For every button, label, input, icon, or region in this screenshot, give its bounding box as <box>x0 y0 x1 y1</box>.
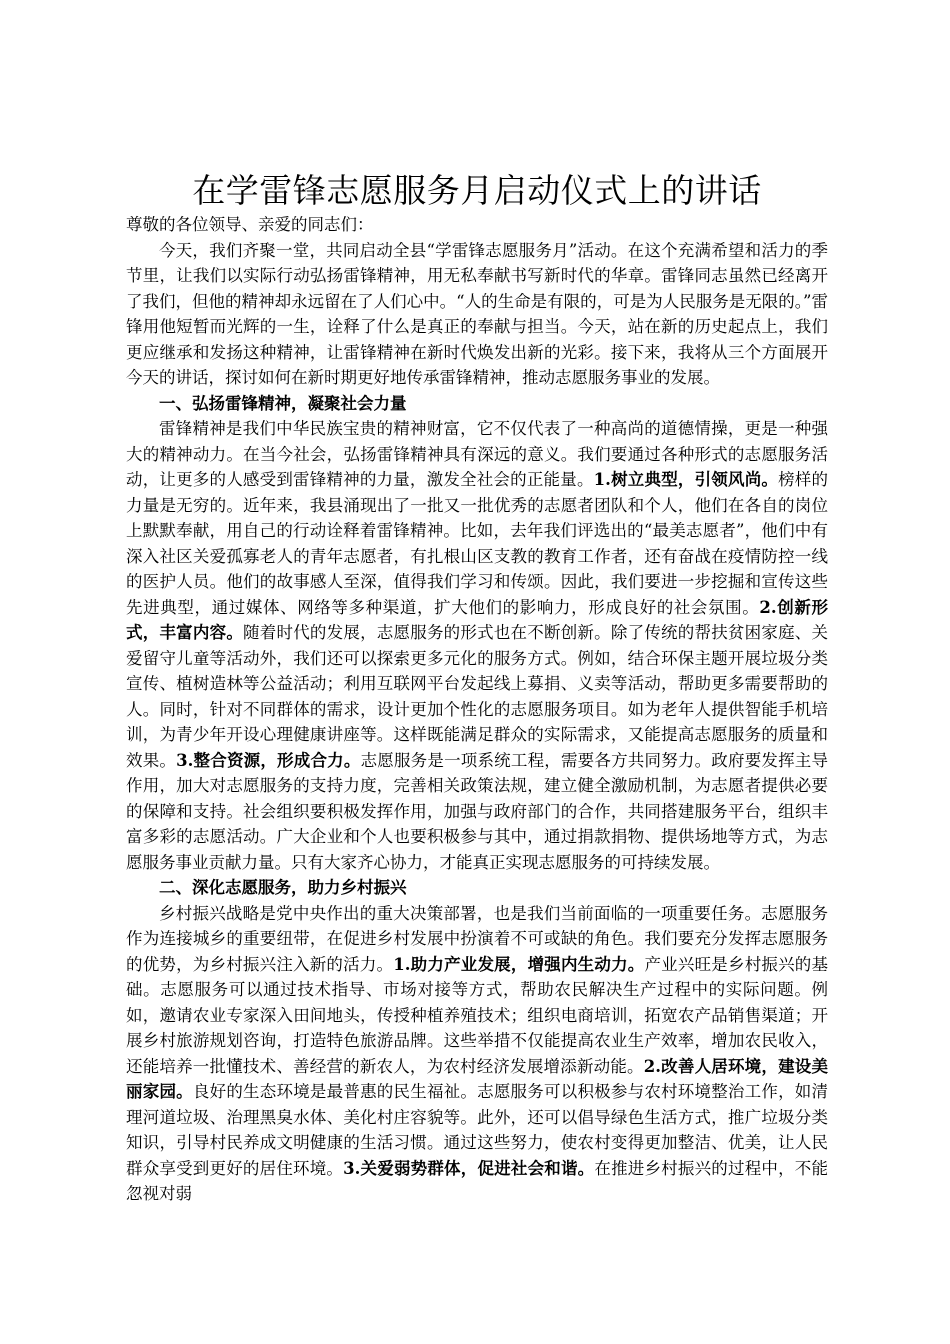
section-1-heading: 一、弘扬雷锋精神，凝聚社会力量 <box>159 393 407 413</box>
section-2-point-1: 1.助力产业发展，增强内生动力。 <box>393 954 645 974</box>
section-2-text-c: 良好的生态环境是最普惠的民生福祉。志愿服务可以积极参与农村环境整治工作，如清理河道垃圾、治理黑臭水体、美化村庄容貌等。此外，还可以倡导绿色生活方式，推广垃圾分类知识，引导村民养成文明健康的生活习惯。通过这些努力，使农村变得更加整洁、优美，让人民群众享受到更好的居住环境。 <box>126 1082 829 1178</box>
section-2-text-b: 产业兴旺是乡村振兴的基础。志愿服务可以通过技术指导、市场对接等方式，帮助农民解决生产过程中的实际问题。例如，邀请农业专家深入田间地头，传授种植养殖技术；组织电商培训，拓宽农产品销售渠道；开展乡村旅游规划咨询，打造特色旅游品牌。这些举措不仅能提高农业生产效率，增加农民收入，还能培养一批懂技术、善经营的新农人，为农村经济发展增添新动能。 <box>126 954 829 1076</box>
document-title: 在学雷锋志愿服务月启动仪式上的讲话 <box>192 171 762 210</box>
section-2-point-2: 2.改善人居环境，建设美丽家园。 <box>126 1056 828 1101</box>
section-2-text-d: 在推进乡村振兴的过程中，不能忽视对弱 <box>126 1158 828 1203</box>
section-1-point-1: 1.树立典型，引领风尚。 <box>593 470 779 489</box>
section-2-point-3: 3.关爱弱势群体，促进社会和谐。 <box>343 1158 595 1178</box>
section-2-text-a: 乡村振兴战略是党中央作出的重大决策部署，也是我们当前面临的一项重要任务。志愿服务作为连接城乡的重要纽带，在促进乡村发展中扮演着不可或缺的角色。我们要充分发挥志愿服务的优势，为乡村振兴注入新的活力。 <box>126 903 828 974</box>
section-1-point-2: 2.创新形式，丰富内容。 <box>126 597 829 642</box>
section-1-paragraph <box>126 416 828 875</box>
salutation: 尊敬的各位领导、亲爱的同志们： <box>126 215 374 234</box>
section-2-paragraph <box>126 901 828 1207</box>
section-1-text-a: 雷锋精神是我们中华民族宝贵的精神财富，它不仅代表了一种高尚的道德情操，更是一种强大的精神动力。在当今社会，弘扬雷锋精神具有深远的意义。我们要通过各种形式的志愿服务活动，让更多的人感受到雷锋精神的力量，激发全社会的正能量。 <box>126 419 828 489</box>
section-2-heading: 二、深化志愿服务，助力乡村振兴 <box>159 878 407 897</box>
section-1-text-d: 志愿服务是一项系统工程，需要各方共同努力。政府要发挥主导作用，加大对志愿服务的支持力度，完善相关政策法规，建立健全激励机制，为志愿者提供必要的保障和支持。社会组织要积极发挥作用，加强与政府部门的合作，共同搭建服务平台，组织丰富多彩的志愿活动。广大企业和个人也要积极参与其中，通过捐款捐物、提供场地等方式，为志愿服务事业贡献力量。只有大家齐心协力，才能真正实现志愿服务的可持续发展。 <box>126 750 829 872</box>
intro-paragraph: 今天，我们齐聚一堂，共同启动全县“学雷锋志愿服务月”活动。在这个充满希望和活力的季节里，让我们以实际行动弘扬雷锋精神，用无私奉献书写新时代的华章。雷锋同志虽然已经离开了我们，但他的精神却永远留在了人们心中。“人的生命是有限的，可是为人民服务是无限的。”雷锋用他短暂而光辉的一生，诠释了什么是真正的奉献与担当。今天，站在新的历史起点上，我们更应继承和发扬这种精神，让雷锋精神在新时代焕发出新的光彩。接下来，我将从三个方面展开今天的讲话，探讨如何在新时期更好地传承雷锋精神，推动志愿服务事业的发展。 <box>126 240 828 387</box>
section-1-text-b: 榜样的力量是无穷的。近年来，我县涌现出了一批又一批优秀的志愿者团队和个人，他们在各自的岗位上默默奉献，用自己的行动诠释着雷锋精神。比如，去年我们评选出的“最美志愿者”，他们中有深入社区关爱孤寡老人的青年志愿者，有扎根山区支教的教育工作者，还有奋战在疫情防控一线的医护人员。他们的故事感人至深，值得我们学习和传颂。因此，我们要进一步挖掘和宣传这些先进典型，通过媒体、网络等多种渠道，扩大他们的影响力，形成良好的社会氛围。 <box>126 470 829 617</box>
section-1-point-3: 3.整合资源，形成合力。 <box>176 750 361 770</box>
section-1-text-c: 随着时代的发展，志愿服务的形式也在不断创新。除了传统的帮扶贫困家庭、关爱留守儿童等活动外，我们还可以探索更多元化的服务方式。例如，结合环保主题开展垃圾分类宣传、植树造林等公益活动；利用互联网平台发起线上募捐、义卖等活动，帮助更多需要帮助的人。同时，针对不同群体的需求，设计更加个性化的志愿服务项目。如为老年人提供智能手机培训，为青少年开设心理健康讲座等。这样既能满足群众的实际需求，又能提高志愿服务的质量和效果。 <box>126 623 829 770</box>
